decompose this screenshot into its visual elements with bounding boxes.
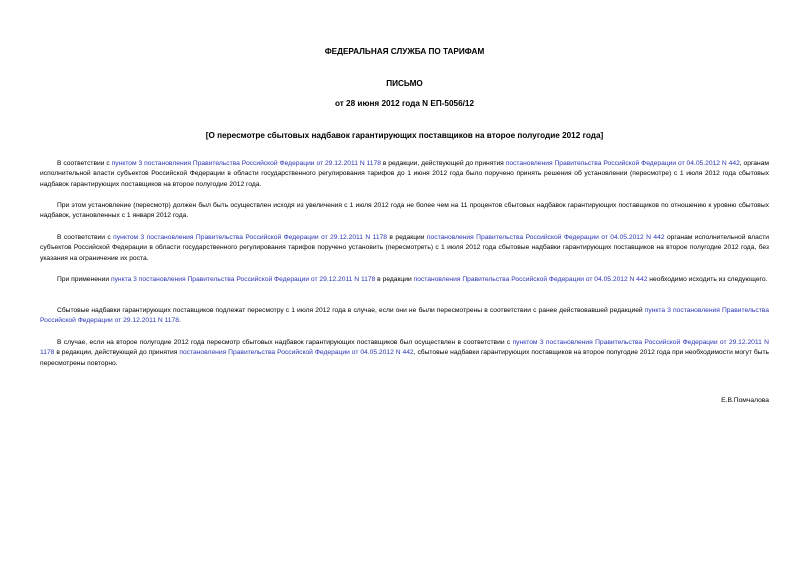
link-resolution-442[interactable]: постановления Правительства Российской Федерации от 04.05.2012 N 442 [426,234,665,241]
document-page [40,0,769,571]
paragraph-6-text-b: в редакции, действующей до принятия [54,349,180,357]
link-resolution-1178[interactable]: пункта 3 постановления Правительства Российской Федерации от 29.12.2011 N 1178 [40,307,770,325]
paragraph-4-text-c: необходимо исходить из следующего. [647,276,768,283]
paragraph-3-text-c: органам исполнительной власти субъектов Российской Федерации в области государственного регулирования тарифов поручено установить (пересмотреть) с 1 июля 2012 года сбытовые надбавки гарантирующих поставщиков на второе полугодие 2012 года, без указания на ограничение их роста. [40,234,769,262]
link-resolution-442[interactable]: постановления Правительства Российской Федерации от 04.05.2012 N 442 [413,276,648,283]
document-subject: [О пересмотре сбытовых надбавок гарантирующих поставщиков на второе полугодие 2012 года] [205,131,604,140]
signature: Е.В.Помчалова [721,397,769,404]
paragraph-4 [40,275,769,285]
paragraph-3-text-a: В соответствии с [57,234,114,241]
link-resolution-1178[interactable]: пунктом 3 постановления Правительства Российской Федерации от 29.12.2011 N 1178 [111,160,381,167]
paragraph-6-text-a: В случае, если на второе полугодие 2012 года пересмотр сбытовых надбавок гарантирующих поставщиков был осуществлен в соответствии с [57,339,513,346]
paragraph-6-text-c: , сбытовые надбавки гарантирующих поставщиков на второе полугодие 2012 года при необходимости могут быть пересмотрены повторно. [40,349,770,367]
link-resolution-442[interactable]: постановления Правительства Российской Федерации от 04.05.2012 N 442 [505,160,740,167]
paragraph-3-text-b: в редакции [387,234,427,241]
paragraph-5 [40,306,769,327]
paragraph-2 [40,201,769,222]
document-date-number: от 28 июня 2012 года N ЕП-5056/12 [334,99,475,108]
paragraph-1-text-b: в редакции, действующей до принятия [380,160,506,167]
document-type: ПИСЬМО [386,79,423,88]
paragraph-5-text-a: Сбытовые надбавки гарантирующих поставщиков подлежат пересмотру с 1 июля 2012 года в случае, если они не были пересмотрены в соответствии с ранее действовавшей редакцией [57,307,645,314]
paragraph-6 [40,338,769,369]
paragraph-1-text-c: , органам исполнительной власти субъектов Российской Федерации в области государственного регулирования тарифов до 1 июня 2012 года было поручено принять решения об установлении (пересмотре) с 1 июля 2012 года сбытовых надбавок гарантирующих поставщиков на второе полугодие 2012 года. [40,160,770,188]
link-resolution-1178[interactable]: пункта 3 постановления Правительства Российской Федерации от 29.12.2011 N 1178 [110,276,376,283]
paragraph-4-text-b: в редакции [375,276,414,283]
link-resolution-1178[interactable]: пунктом 3 постановления Правительства Российской Федерации от 29.12.2011 N 1178 [113,234,388,241]
paragraph-2-text: При этом установление (пересмотр) должен был быть осуществлен исходя из увеличения с 1 июля 2012 года не более чем на 11 процентов сбытовых надбавок гарантирующих поставщиков по отношению к уровню сбытовых надбавок, установленных с 1 января 2012 года. [40,202,769,220]
paragraph-1 [40,159,769,190]
paragraph-4-text-a: При применении [57,276,111,283]
paragraph-3 [40,233,769,264]
agency-title: ФЕДЕРАЛЬНАЯ СЛУЖБА ПО ТАРИФАМ [324,47,485,56]
paragraph-1-text-a: В соответствии с [57,160,112,167]
link-resolution-1178[interactable]: пунктом 3 постановления Правительства Российской Федерации от 29.12.2011 N 1178 [40,339,769,357]
paragraph-5-text-b: . [178,317,181,325]
link-resolution-442[interactable]: постановления Правительства Российской Федерации от 04.05.2012 N 442 [179,349,414,357]
